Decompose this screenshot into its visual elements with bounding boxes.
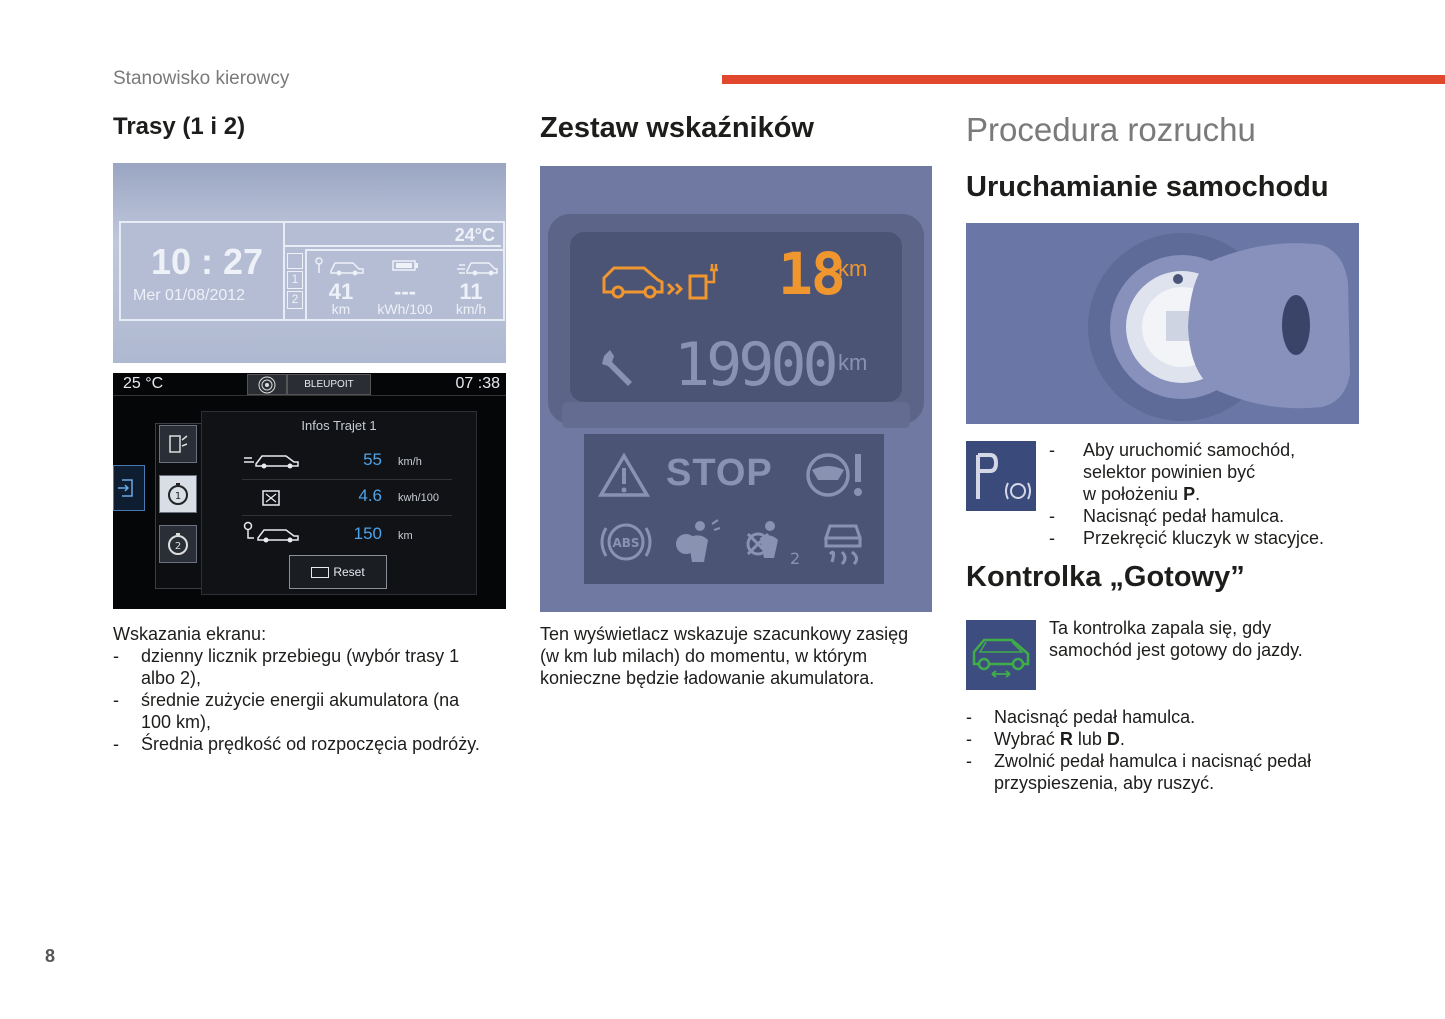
range-unit: km [838, 256, 868, 281]
ready-text-line: Ta kontrolka zapala się, gdy [1049, 618, 1272, 638]
svg-text:ABS: ABS [612, 536, 640, 550]
heading-trasy: Trasy (1 i 2) [113, 113, 246, 140]
avg-energy-unit: kwh/100 [398, 492, 439, 504]
display-clock: 10 : 27 [151, 241, 264, 282]
screen-time: 07 :38 [455, 375, 500, 392]
avg-energy-value: 4.6 [358, 486, 382, 505]
screen-source-label: BLEUPOIT [287, 374, 371, 395]
caption-line: Ten wyświetlacz wskazuje szacunkowy zasięg [540, 624, 909, 644]
drive-steps-list [966, 706, 1386, 794]
range-charge-icon [600, 256, 750, 306]
cluster-display-panel [119, 221, 505, 321]
trip-values-box [305, 249, 505, 321]
fuel-can-icon [260, 486, 284, 508]
ready-car-icon [966, 620, 1036, 690]
trip-info-title: Infos Trajet 1 [301, 418, 377, 433]
heading-zestaw: Zestaw wskaźników [540, 112, 814, 144]
counter-icon [311, 567, 329, 578]
warning-triangle-icon [598, 452, 650, 498]
section-label: Stanowisko kierowcy [113, 68, 290, 89]
caption-intro: Wskazania ekranu: [113, 624, 267, 644]
page-number: 8 [45, 946, 56, 966]
list-item: - Wybrać R lub D. [966, 729, 1125, 749]
list-item: - Aby uruchomić samochód, selektor powinien być w położeniu P. [1049, 440, 1296, 504]
distance-value: 150 [353, 524, 382, 543]
esp-icon [820, 518, 868, 568]
list-item: - Nacisnąć pedał hamulca. [1049, 506, 1285, 526]
steering-warning-icon [804, 450, 868, 500]
svg-text:2: 2 [174, 541, 182, 552]
distance-car-icon [242, 520, 302, 544]
start-steps-list [1049, 439, 1409, 549]
trip-energy-value: --- [394, 279, 416, 304]
ready-description [1049, 617, 1409, 661]
p-indicator-icon [966, 441, 1036, 511]
list-item: - średnie zużycie energii akumulatora (na 100 km), [113, 690, 460, 732]
fuel-gauge-icon [160, 426, 196, 462]
odometer-unit: km [838, 350, 868, 375]
reset-button[interactable] [289, 555, 387, 589]
exit-button[interactable] [113, 465, 145, 511]
list-item: - Przekręcić kluczyk w stacyjce. [1049, 528, 1325, 548]
instrument-cluster-photo [540, 166, 932, 612]
distance-unit: km [398, 530, 413, 542]
list-item: - Nacisnąć pedał hamulca. [966, 707, 1196, 727]
screen-temperature: 25 °C [123, 375, 164, 392]
cluster-caption [540, 623, 940, 689]
stopwatch-1-icon [160, 476, 196, 512]
heading-kontrolka: Kontrolka „Gotowy” [966, 561, 1245, 593]
passenger-airbag-off-icon [744, 518, 801, 568]
multimedia-screen-photo [113, 373, 506, 609]
caption-line: konieczne będzie ładowanie akumulatora. [540, 668, 875, 688]
range-value: 18 [778, 240, 844, 308]
ignition-key-photo [966, 223, 1359, 424]
list-item: - Średnia prędkość od rozpoczęcia podróży. [113, 734, 480, 754]
caption-line: (w km lub milach) do momentu, w którym [540, 646, 868, 666]
trip-1-button[interactable] [159, 475, 197, 513]
heading-uruchamianie: Uruchamianie samochodu [966, 171, 1329, 203]
wrench-icon [598, 348, 638, 388]
screen-top-bar [113, 373, 506, 396]
trip-display-photo [113, 163, 506, 363]
trip-distance-value: 41 [328, 279, 354, 304]
list-item: - Zwolnić pedał hamulca i nacisnąć pedał przyspieszenia, aby ruszyć. [966, 751, 1312, 793]
trip-energy-unit: kWh/100 [377, 301, 433, 317]
svg-text:2: 2 [790, 549, 801, 568]
avg-speed-unit: km/h [398, 456, 422, 468]
display-temperature: 24°C [454, 225, 495, 245]
car-tab-icon [287, 253, 303, 269]
trip-tab-1: 1 [287, 271, 303, 289]
speed-car-icon [457, 255, 499, 277]
radio-signal-icon [247, 374, 287, 395]
abs-icon [598, 520, 654, 564]
display-date: Mer 01/08/2012 [133, 287, 246, 304]
trip-2-button[interactable] [159, 525, 197, 563]
range-lcd [570, 232, 902, 402]
battery-icon [391, 259, 421, 273]
stopwatch-2-icon [160, 526, 196, 562]
airbag-icon [674, 518, 724, 568]
park-brake-icon [966, 441, 1036, 511]
warning-lcd [584, 434, 884, 584]
ready-indicator-icon [966, 620, 1036, 690]
reset-label: Reset [333, 565, 365, 579]
fuel-info-button[interactable] [159, 425, 197, 463]
ready-text-line: samochód jest gotowy do jazdy. [1049, 640, 1303, 660]
key-in-ignition-illustration [966, 223, 1359, 424]
speed-car-icon [242, 450, 302, 470]
trip-speed-unit: km/h [455, 301, 487, 317]
heading-procedura: Procedura rozruchu [966, 111, 1256, 148]
stop-indicator: STOP [666, 452, 773, 494]
trip-distance-unit: km [331, 301, 351, 317]
svg-text:1: 1 [174, 491, 182, 502]
trip-speed-value: 11 [459, 279, 483, 304]
odometer-value: 19900 [674, 330, 835, 400]
list-item: - dzienny licznik przebiegu (wybór trasy 1 albo 2), [113, 646, 460, 688]
range-car-icon [313, 255, 365, 277]
trip-tab-2: 2 [287, 291, 303, 309]
exit-icon [114, 466, 144, 510]
avg-speed-value: 55 [363, 450, 382, 469]
trip-caption [113, 623, 513, 755]
section-accent-bar [722, 75, 1445, 84]
